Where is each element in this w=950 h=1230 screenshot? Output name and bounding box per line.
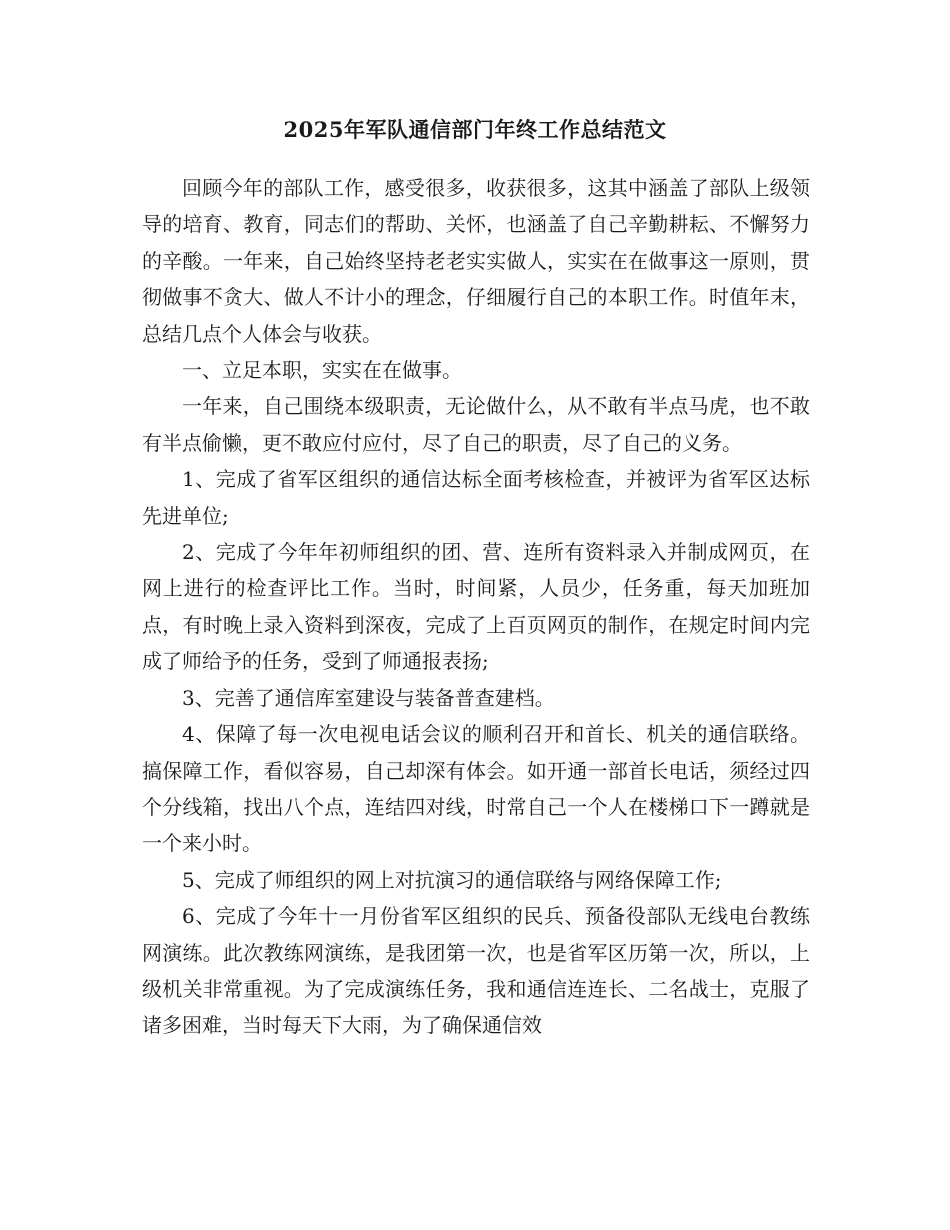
paragraph-item-5: 5、完成了师组织的网上对抗演习的通信联络与网络保障工作; (182, 867, 722, 892)
document-title: 2025年军队通信部门年终工作总结范文 (283, 117, 667, 142)
paragraph-item-4: 4、保障了每一次电视电话会议的顺利召开和首长、机关的通信联络。搞保障工作，看似容易，自己却深有体会。如开通一部首长电话，须经过四个分线箱，找出八个点，连结四对线，时常自己一个人在楼梯口下一蹲就是一个来小时。 (142, 722, 810, 856)
paragraph-item-6: 6、完成了今年十一月份省军区组织的民兵、预备役部队无线电台教练网演练。此次教练网演练，是我团第一次，也是省军区历第一次，所以，上级机关非常重视。为了完成演练任务，我和通信连连长、二名战士，克服了诸多困难，当时每天下大雨，为了确保通信效 (142, 904, 810, 1038)
paragraph-item-2: 2、完成了今年年初师组织的团、营、连所有资料录入并制成网页，在网上进行的检查评比工作。当时，时间紧，人员少，任务重，每天加班加点，有时晚上录入资料到深夜，完成了上百页网页的制作，在规定时间内完成了师给予的任务，受到了师通报表扬; (142, 540, 810, 674)
paragraph-section-heading: 一、立足本职，实实在在做事。 (182, 358, 462, 383)
paragraph-section-intro: 一年来，自己围绕本级职责，无论做什么，从不敢有半点马虎，也不敢有半点偷懒，更不敢应付应付，尽了自己的职责，尽了自己的义务。 (142, 394, 810, 455)
paragraph-intro: 回顾今年的部队工作，感受很多，收获很多，这其中涵盖了部队上级领导的培育、教育，同志们的帮助、关怀，也涵盖了自己辛勤耕耘、不懈努力的辛酸。一年来，自己始终坚持老老实实做人，实实在在做事这一原则，贯彻做事不贪大、做人不计小的理念，仔细履行自己的本职工作。时值年末，总结几点个人体会与收获。 (142, 176, 810, 346)
paragraph-item-1: 1、完成了省军区组织的通信达标全面考核检查，并被评为省军区达标先进单位; (142, 467, 810, 528)
paragraph-item-3: 3、完善了通信库室建设与装备普查建档。 (182, 685, 555, 710)
document-body (142, 170, 810, 1044)
